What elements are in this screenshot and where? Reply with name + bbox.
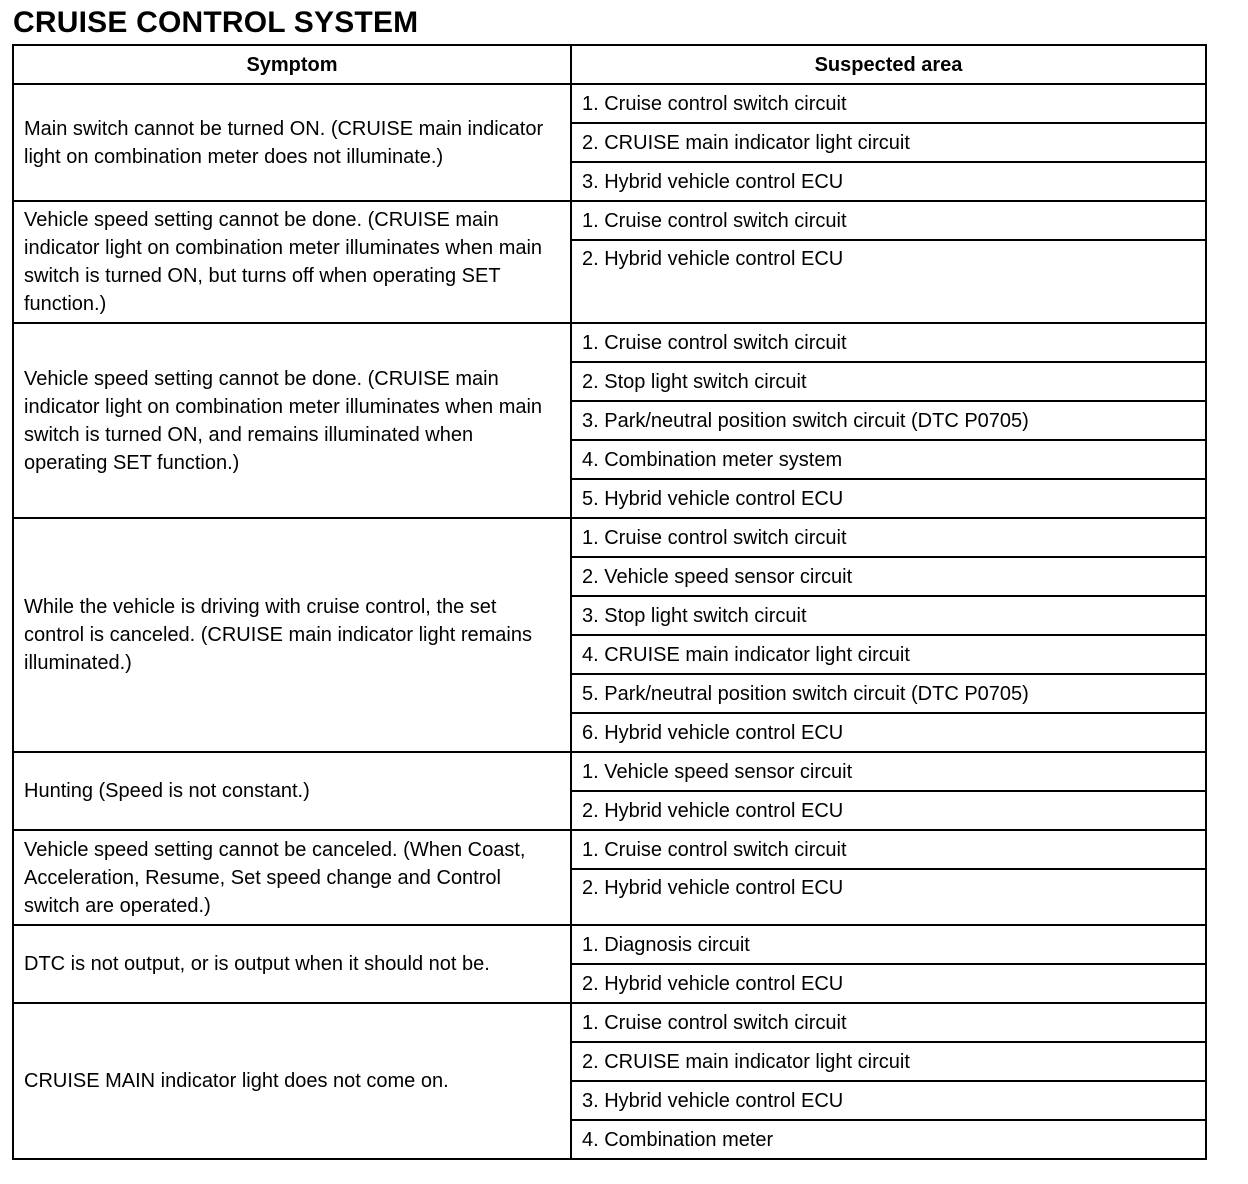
suspected-area-cell: 1. Cruise control switch circuit	[571, 201, 1206, 240]
page-title: CRUISE CONTROL SYSTEM	[13, 6, 419, 39]
symptom-cell: Hunting (Speed is not constant.)	[13, 752, 571, 830]
suspected-area-cell: 2. Vehicle speed sensor circuit	[571, 557, 1206, 596]
table-row	[13, 323, 1206, 362]
suspected-area-cell: 1. Diagnosis circuit	[571, 925, 1206, 964]
table-row	[13, 518, 1206, 557]
table-row	[13, 1003, 1206, 1042]
table-row	[13, 84, 1206, 123]
symptom-cell: While the vehicle is driving with cruise control, the set control is canceled. (CRUISE main indicator light remains illuminated.)	[13, 518, 571, 752]
symptom-cell: DTC is not output, or is output when it should not be.	[13, 925, 571, 1003]
table-header-row	[13, 45, 1206, 84]
symptom-table	[12, 44, 1207, 1160]
suspected-area-cell: 3. Stop light switch circuit	[571, 596, 1206, 635]
suspected-area-cell: 5. Park/neutral position switch circuit (DTC P0705)	[571, 674, 1206, 713]
suspected-area-cell: 2. Stop light switch circuit	[571, 362, 1206, 401]
suspected-area-cell: 1. Cruise control switch circuit	[571, 518, 1206, 557]
table-row	[13, 925, 1206, 964]
suspected-area-cell: 2. CRUISE main indicator light circuit	[571, 123, 1206, 162]
suspected-area-cell: 4. Combination meter	[571, 1120, 1206, 1159]
suspected-area-cell: 2. Hybrid vehicle control ECU	[571, 869, 1206, 925]
suspected-area-cell: 1. Cruise control switch circuit	[571, 323, 1206, 362]
suspected-area-cell: 3. Hybrid vehicle control ECU	[571, 1081, 1206, 1120]
suspected-area-cell: 1. Cruise control switch circuit	[571, 84, 1206, 123]
suspected-area-cell: 6. Hybrid vehicle control ECU	[571, 713, 1206, 752]
suspected-area-cell: 1. Vehicle speed sensor circuit	[571, 752, 1206, 791]
suspected-area-cell: 2. Hybrid vehicle control ECU	[571, 964, 1206, 1003]
suspected-area-cell: 4. CRUISE main indicator light circuit	[571, 635, 1206, 674]
suspected-area-cell: 4. Combination meter system	[571, 440, 1206, 479]
symptom-column-header: Symptom	[13, 45, 571, 84]
suspected-area-cell: 1. Cruise control switch circuit	[571, 1003, 1206, 1042]
suspected-area-cell: 5. Hybrid vehicle control ECU	[571, 479, 1206, 518]
table-row	[13, 201, 1206, 240]
suspected-area-column-header: Suspected area	[571, 45, 1206, 84]
suspected-area-cell: 1. Cruise control switch circuit	[571, 830, 1206, 869]
table-row	[13, 830, 1206, 869]
suspected-area-cell: 2. CRUISE main indicator light circuit	[571, 1042, 1206, 1081]
table-row	[13, 752, 1206, 791]
symptom-cell: CRUISE MAIN indicator light does not come on.	[13, 1003, 571, 1159]
suspected-area-cell: 3. Hybrid vehicle control ECU	[571, 162, 1206, 201]
suspected-area-cell: 3. Park/neutral position switch circuit (DTC P0705)	[571, 401, 1206, 440]
symptom-cell: Main switch cannot be turned ON. (CRUISE main indicator light on combination meter does not illuminate.)	[13, 84, 571, 201]
suspected-area-cell: 2. Hybrid vehicle control ECU	[571, 791, 1206, 830]
symptom-cell: Vehicle speed setting cannot be done. (CRUISE main indicator light on combination meter illuminates when main switch is turned ON, and remains illuminated when operating SET function.)	[13, 323, 571, 518]
symptom-cell: Vehicle speed setting cannot be done. (CRUISE main indicator light on combination meter illuminates when main switch is turned ON, but turns off when operating SET function.)	[13, 201, 571, 323]
symptom-cell: Vehicle speed setting cannot be canceled. (When Coast, Acceleration, Resume, Set speed change and Control switch are operated.)	[13, 830, 571, 925]
suspected-area-cell: 2. Hybrid vehicle control ECU	[571, 240, 1206, 323]
